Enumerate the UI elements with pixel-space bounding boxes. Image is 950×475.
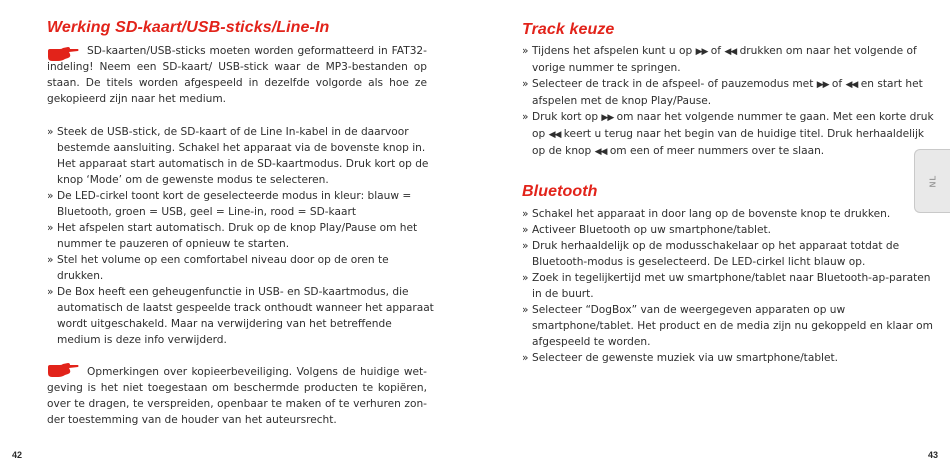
intro-paragraph — [47, 43, 427, 107]
track-steps-list — [522, 43, 937, 160]
page-number: 43 — [927, 450, 938, 460]
language-tab-label: NL — [928, 174, 938, 188]
intro-text: SD-kaarten/USB-sticks moeten worden geformatteerd in FAT32-indeling! Neem een SD-kaart/ USB-stick waar de MP3-bestanden op staan. De titels worden afgespeeld in dezelfde volgorde als hoe ze gekopieerd zijn naar het medium. — [47, 45, 427, 105]
fast-forward-icon: ▶▶ — [816, 80, 829, 90]
rewind-icon: ◀◀ — [724, 47, 737, 57]
sd-usb-steps-list — [47, 124, 437, 348]
list-item: » Selecteer de track in de afspeel- of pauzemodus met ▶▶ of ◀◀ en start het afspelen met de knop Play/Pause. — [522, 76, 937, 109]
copy-protection-note — [47, 364, 427, 428]
bluetooth-steps-list — [522, 206, 937, 366]
rewind-icon: ◀◀ — [845, 80, 858, 90]
list-item: » Schakel het apparaat in door lang op de bovenste knop te drukken. — [522, 206, 937, 222]
list-item: » Steek de USB-stick, de SD-kaart of de Line In-kabel in de daarvoor bestemde aansluiting. Schakel het apparaat via de bovenste knop in. Het apparaat start automatisch in de SD-kaartmodus. Druk kort op de knop ‘Mode’ om de gewenste modus te selecteren. — [47, 124, 437, 188]
list-item: » Activeer Bluetooth op uw smartphone/tablet. — [522, 222, 937, 238]
right-page — [475, 0, 950, 475]
list-item: » Druk kort op ▶▶ om naar het volgende nummer te gaan. Met een korte druk op ◀◀ keert u terug naar het begin van de huidige titel. Druk herhaaldelijk op de knop ◀◀ om een of meer nummers over te slaan. — [522, 109, 937, 160]
list-item: » Druk herhaaldelijk op de modusschakelaar op het apparaat totdat de Bluetooth-modus is geselecteerd. De LED-cirkel licht blauw op. — [522, 238, 937, 270]
list-item: » De LED-cirkel toont kort de geselecteerde modus in kleur: blauw = Bluetooth, groen = USB, geel = Line-in, rood = SD-kaart — [47, 188, 437, 220]
note-text: Opmerkingen over kopieerbeveiliging. Volgens de huidige wet-geving is het niet toegestaan om beschermde producten te kopiëren, over te dragen, te verspreiden, openbaar te maken of te verhuren zon-der toestemming van de houder van het auteursrecht. — [47, 366, 427, 426]
list-item: » Tijdens het afspelen kunt u op ▶▶ of ◀◀ drukken om naar het volgende of vorige nummer te springen. — [522, 43, 937, 76]
section-title-track: Track keuze — [522, 21, 615, 38]
language-tab — [914, 149, 950, 213]
page-number: 42 — [12, 450, 23, 460]
list-item: » Het afspelen start automatisch. Druk op de knop Play/Pause om het nummer te pauzeren of opnieuw te starten. — [47, 220, 437, 252]
section-title-sd-usb: Werking SD-kaart/USB-sticks/Line-In — [47, 19, 330, 36]
list-item: » De Box heeft een geheugenfunctie in USB- en SD-kaartmodus, die automatisch de laatst gespeelde track onthoudt wanneer het apparaat wordt uitgeschakeld. Maar na verwijdering van het betreffende medium is deze info verwijderd. — [47, 284, 437, 348]
list-item: » Zoek in tegelijkertijd met uw smartphone/tablet naar Bluetooth-ap-paraten in de buurt. — [522, 270, 937, 302]
section-title-bluetooth: Bluetooth — [522, 183, 598, 200]
list-item: » Selecteer “DogBox” van de weergegeven apparaten op uw smartphone/tablet. Het product en de media zijn nu gekoppeld en klaar om afgespeeld te worden. — [522, 302, 937, 350]
list-item: » Stel het volume op een comfortabel niveau door op de oren te drukken. — [47, 252, 437, 284]
rewind-icon: ◀◀ — [548, 130, 561, 140]
fast-forward-icon: ▶▶ — [601, 113, 614, 123]
rewind-icon: ◀◀ — [594, 147, 607, 157]
fast-forward-icon: ▶▶ — [695, 47, 708, 57]
list-item: » Selecteer de gewenste muziek via uw smartphone/tablet. — [522, 350, 937, 366]
